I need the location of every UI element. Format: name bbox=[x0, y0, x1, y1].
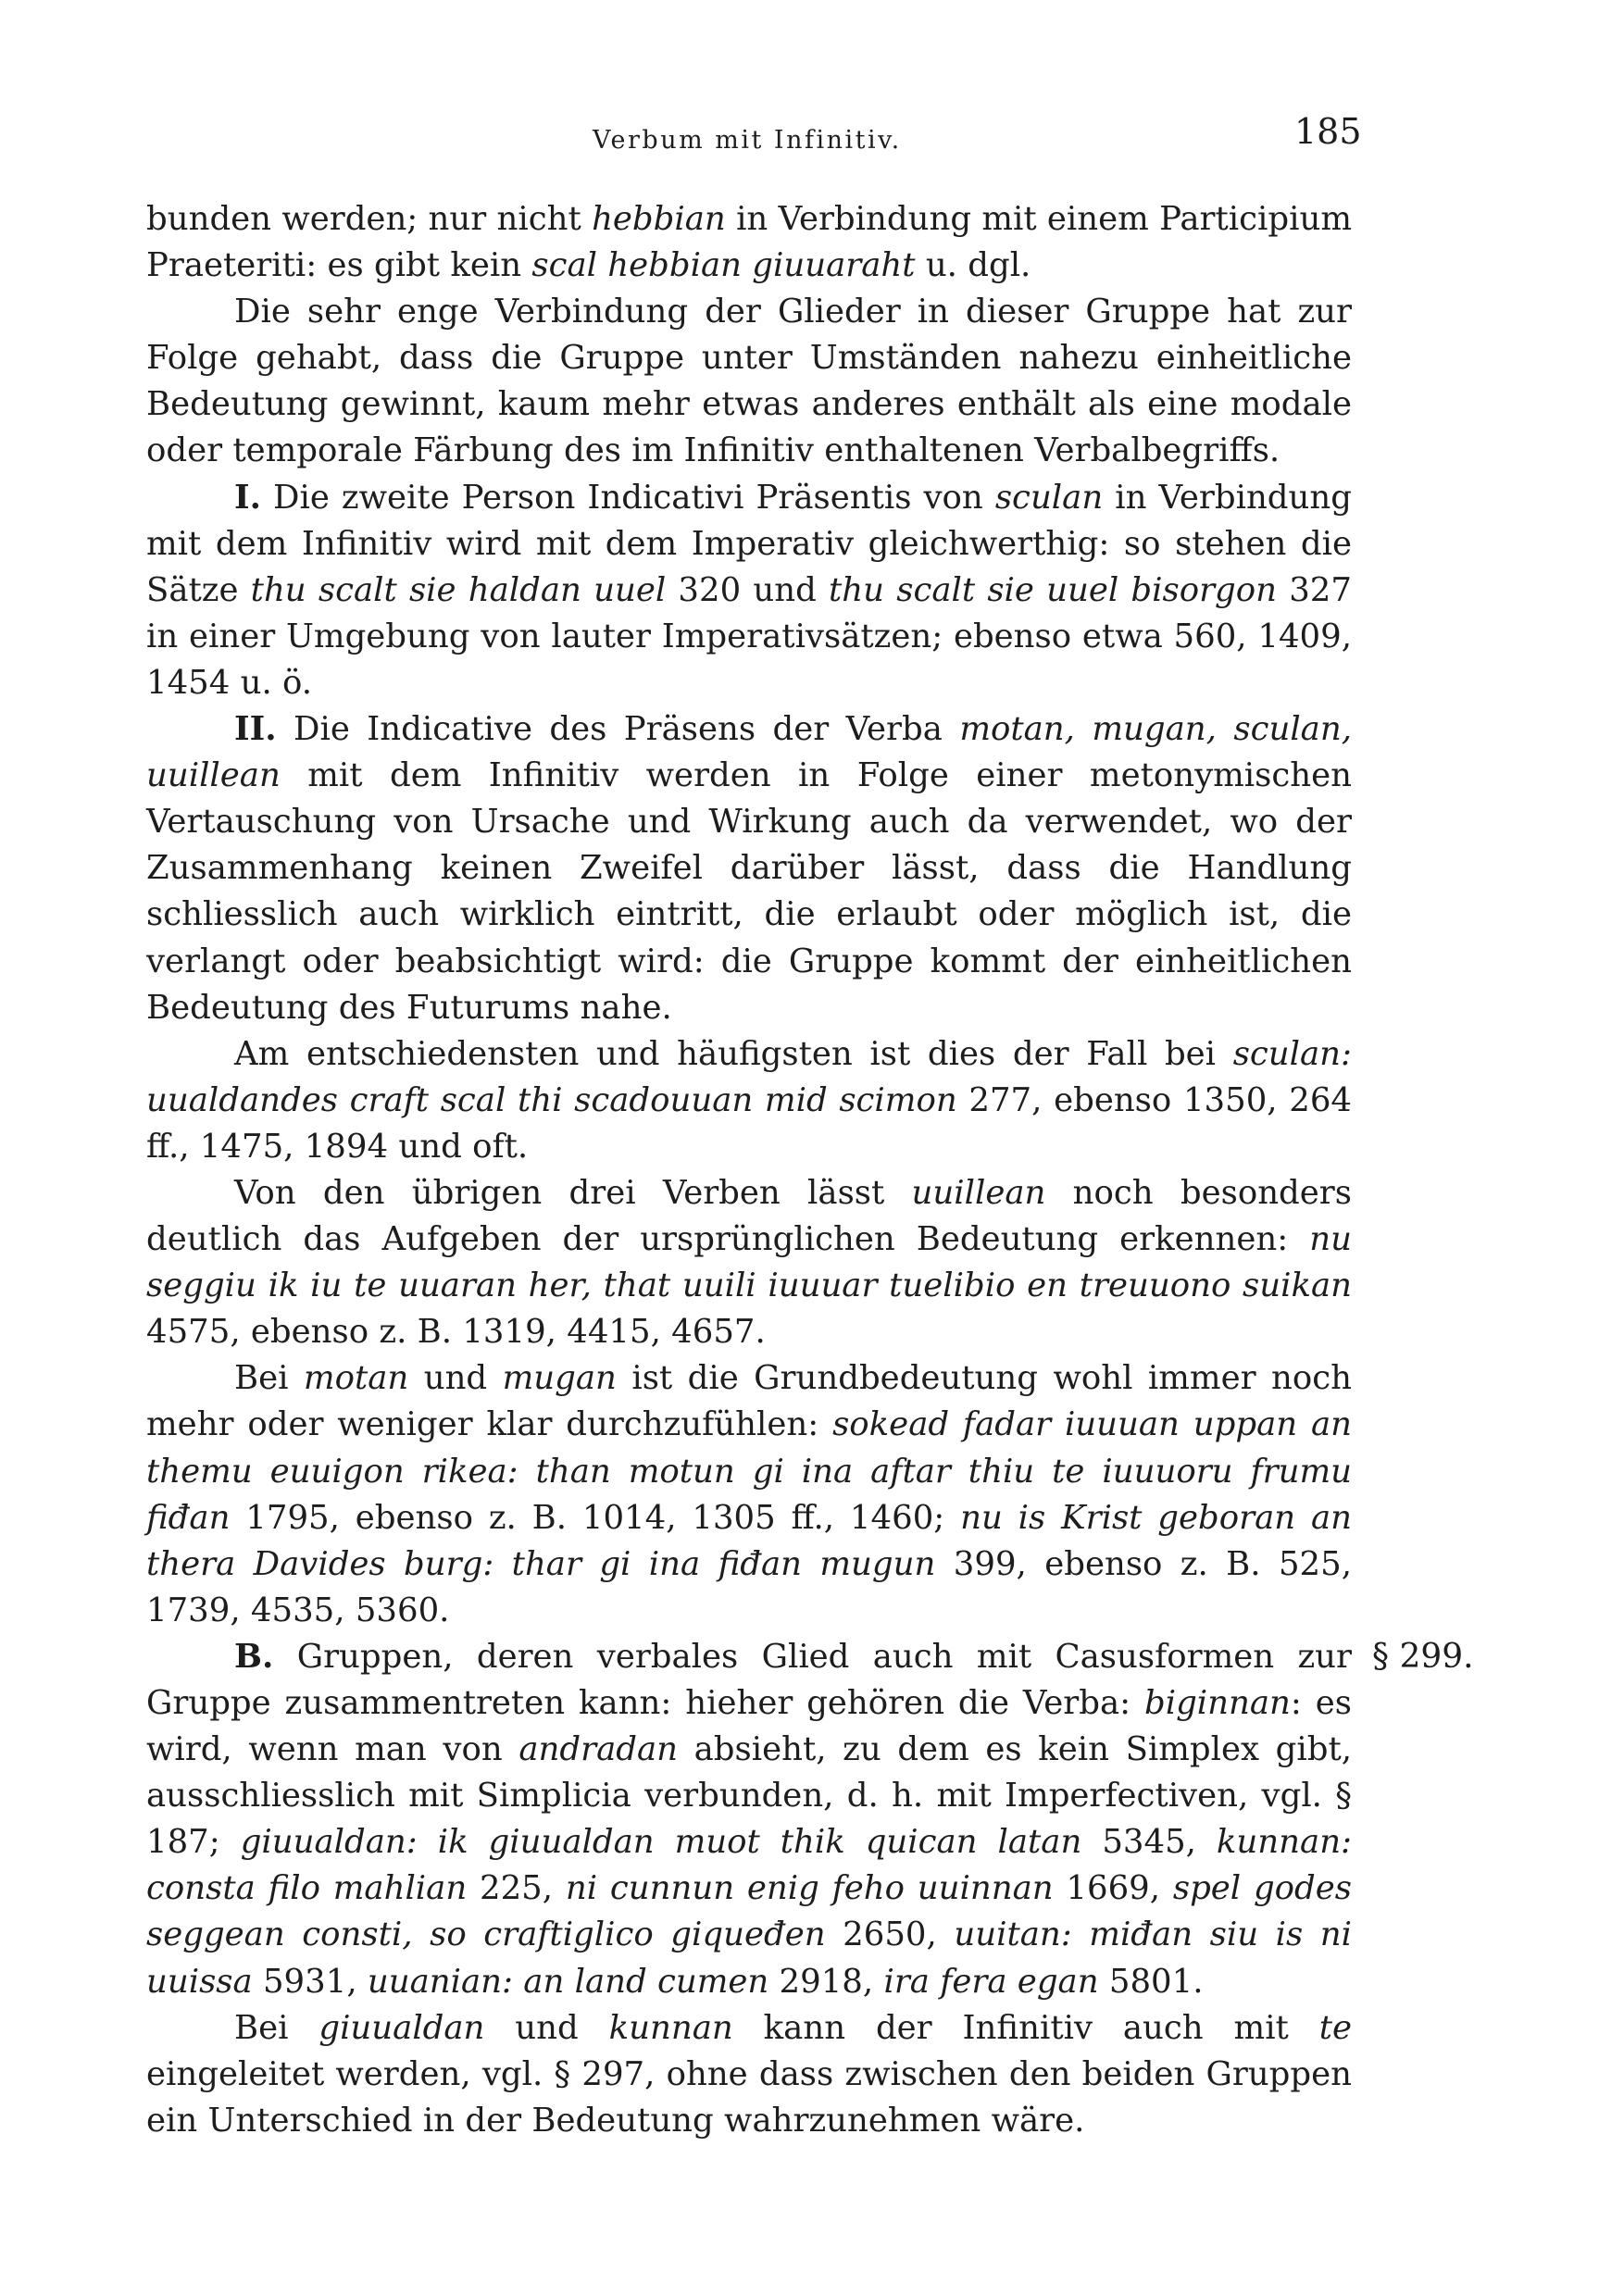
text-run: 5801. bbox=[1098, 1962, 1204, 2001]
text-run: Von den übrigen drei Verben lässt bbox=[234, 1173, 912, 1212]
italic-text: ni cunnun enig feho uuinnan bbox=[565, 1869, 1054, 1908]
text-run: 1669, bbox=[1053, 1869, 1173, 1908]
italic-text: giuualdan: ik giuualdan muot thik quican latan bbox=[240, 1823, 1082, 1862]
text-run: 399, ebenso z. B. 525, 1739, 4535, 5360. bbox=[146, 1544, 1352, 1629]
text-run: und bbox=[408, 1359, 503, 1398]
italic-text: nu seggiu ik iu te uuaran her, that uuili iuuuar tuelibio en treuuono suikan bbox=[146, 1220, 1352, 1305]
paragraph bbox=[146, 706, 1352, 1031]
page-number: 185 bbox=[1294, 111, 1362, 152]
text-run: bunden werden; nur nicht bbox=[146, 200, 593, 238]
text-run: mit dem Infinitiv werden in Folge einer metonymischen Vertauschung von Ursache und Wirkung auch da verwendet, wo der Zusammenhang keinen Zweifel darüber lässt, dass die Handlung schliesslich auch wirklich eintritt, die erlaubt oder möglich ist, die verlangt oder beabsichtigt wird: die Gruppe kommt der einheitlichen Bedeutung des Futurums nahe. bbox=[146, 756, 1352, 1027]
paragraph bbox=[146, 2005, 1352, 2144]
italic-text: scal hebbian giuuaraht bbox=[531, 246, 916, 285]
text-run: Die zweite Person Indicativi Präsentis von bbox=[260, 478, 995, 517]
paragraph bbox=[146, 289, 1352, 474]
text-run: 327 in einer Umgebung von lauter Imperativsätzen; ebenso etwa 560, 1409, 1454 u. ö. bbox=[146, 570, 1352, 702]
text-run: Die Indicative des Präsens der Verba bbox=[276, 710, 960, 749]
text-run: Bei bbox=[234, 2008, 319, 2047]
italic-text: uuillean bbox=[911, 1173, 1046, 1212]
italic-text: sculan bbox=[994, 478, 1104, 517]
text-run: Am entschiedensten und häufigsten ist dies der Fall bei bbox=[234, 1034, 1233, 1073]
italic-text: giuualdan bbox=[319, 2008, 485, 2047]
text-run: 225, bbox=[467, 1869, 566, 1908]
italic-text: biginnan bbox=[1143, 1684, 1291, 1722]
italic-text: te bbox=[1318, 2008, 1352, 2047]
text-run: 320 und bbox=[666, 570, 830, 609]
paragraph bbox=[146, 1355, 1352, 1634]
italic-text: hebbian bbox=[592, 200, 726, 238]
running-head: Verbum mit Infinitiv. bbox=[593, 126, 902, 155]
paragraph bbox=[146, 1634, 1474, 2005]
paragraph bbox=[146, 475, 1352, 706]
text-run: in Verbindung mit einem Participium Praeteriti: es gibt kein bbox=[146, 200, 1352, 285]
text-run: 2918, bbox=[768, 1962, 884, 2001]
text-block bbox=[146, 196, 1474, 2144]
section-label: II. bbox=[234, 710, 277, 749]
paragraph bbox=[146, 1031, 1352, 1170]
italic-text: uuitan: miđan siu is ni uuissa bbox=[146, 1915, 1353, 2001]
paragraph bbox=[146, 1170, 1352, 1355]
text-run: Bei bbox=[234, 1359, 304, 1398]
text-run: 4575, ebenso z. B. 1319, 4415, 4657. bbox=[146, 1313, 766, 1352]
paragraph bbox=[146, 196, 1352, 289]
section-label: I. bbox=[234, 478, 261, 517]
text-run: und bbox=[484, 2008, 609, 2047]
italic-text: motan bbox=[303, 1359, 409, 1398]
text-run: 1795, ebenso z. B. 1014, 1305 ff., 1460; bbox=[230, 1498, 961, 1537]
italic-text: kunnan: consta filo mahlian bbox=[146, 1823, 1353, 1908]
italic-text: uuanian: an land cumen bbox=[367, 1962, 769, 2001]
italic-text: ira fera egan bbox=[883, 1962, 1099, 2001]
text-run: 2650, bbox=[825, 1915, 955, 1954]
italic-text: thu scalt sie uuel bisorgon bbox=[829, 570, 1278, 609]
text-run: in Verbindung mit dem Infinitiv wird mit dem Imperativ gleichwerthig: so stehen die Sätze bbox=[146, 478, 1352, 609]
text-run: noch besonders deutlich das Aufgeben der ursprünglichen Bedeutung erkennen: bbox=[146, 1173, 1352, 1259]
italic-text: sokead fadar iuuuan uppan an themu euuigon rikea: than motun gi ina aftar thiu te iuuuoru frumu fiđan bbox=[146, 1405, 1352, 1537]
italic-text: nu is Krist geboran an thera Davides burg: thar gi ina fiđan mugun bbox=[146, 1498, 1352, 1583]
text-run: eingeleitet werden, vgl. § 297, ohne dass zwischen den beiden Gruppen ein Unterschied in der Bedeutung wahrzunehmen wäre. bbox=[146, 2054, 1352, 2140]
text-run: u. dgl. bbox=[915, 246, 1031, 285]
text-run: absieht, zu dem es kein Simplex gibt, ausschliesslich mit Simplicia verbunden, d. h. mit Imperfectiven, vgl. § 187; bbox=[146, 1730, 1352, 1862]
text-run: 5345, bbox=[1081, 1823, 1217, 1862]
italic-text: thu scalt sie haldan uuel bbox=[250, 570, 667, 609]
italic-text: motan, mugan, sculan, uuillean bbox=[146, 710, 1352, 795]
text-run: ist die Grundbedeutung wohl immer noch mehr oder weniger klar durchzufühlen: bbox=[146, 1359, 1352, 1444]
italic-text: sculan: uualdandes craft scal thi scadouuan mid scimon bbox=[146, 1034, 1352, 1119]
italic-text: spel godes seggean consti, so craftiglico giqueđen bbox=[146, 1869, 1353, 1954]
margin-section-ref: § 299. bbox=[1372, 1637, 1474, 1676]
italic-text: andradan bbox=[518, 1730, 678, 1769]
text-run: Gruppen, deren verbales Glied auch mit Casusformen zur Gruppe zusammentreten kann: hieher gehören die Verba: bbox=[146, 1637, 1352, 1722]
italic-text: mugan bbox=[502, 1359, 617, 1398]
text-run: 5931, bbox=[252, 1962, 368, 2001]
text-run: 277, ebenso 1350, 264 ff., 1475, 1894 und oft. bbox=[146, 1080, 1352, 1166]
text-run: Die sehr enge Verbindung der Glieder in dieser Gruppe hat zur Folge gehabt, dass die Gruppe unter Umständen nahezu einheitliche Bedeutung gewinnt, kaum mehr etwas anderes enthält als eine modale oder temporale Färbung des im Infinitiv enthaltenen Verbalbegriffs. bbox=[146, 293, 1352, 470]
italic-text: kunnan bbox=[608, 2008, 733, 2047]
section-label: B. bbox=[234, 1637, 274, 1676]
text-run: kann der Infinitiv auch mit bbox=[732, 2008, 1319, 2047]
text-run: : es wird, wenn man von bbox=[146, 1684, 1352, 1769]
